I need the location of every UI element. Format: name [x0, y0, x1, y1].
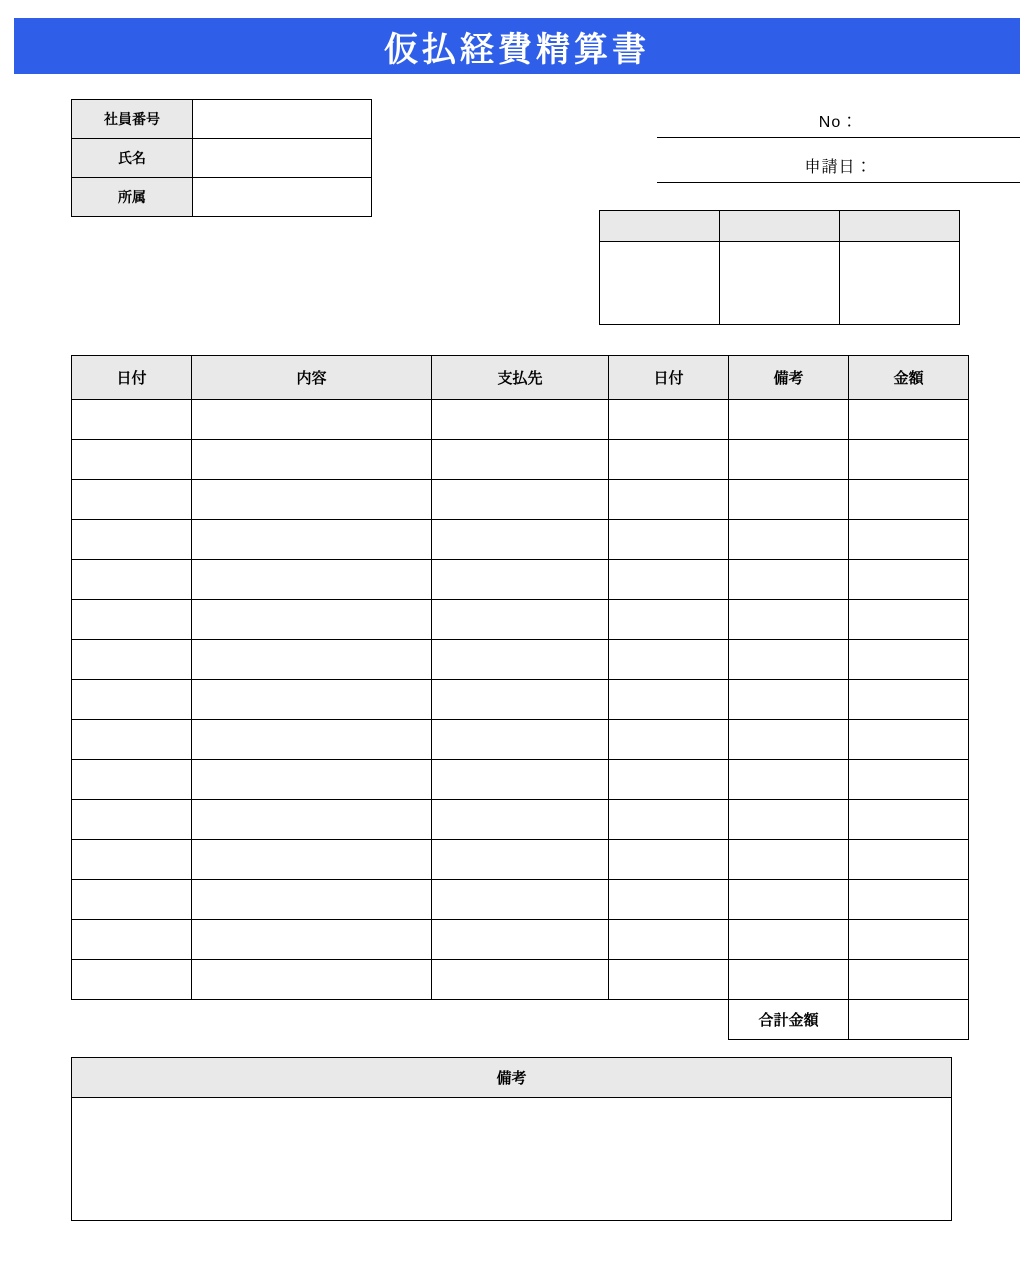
- cell-amount[interactable]: [849, 840, 969, 880]
- table-row: [72, 680, 969, 720]
- table-row: [72, 800, 969, 840]
- total-spacer-4: [609, 1000, 729, 1040]
- employee-number-label: 社員番号: [72, 100, 193, 139]
- table-row: [72, 139, 372, 178]
- document-meta-block: [657, 103, 1020, 183]
- cell-date2[interactable]: [609, 680, 729, 720]
- cell-detail[interactable]: [192, 720, 432, 760]
- table-row: [72, 600, 969, 640]
- cell-note[interactable]: [729, 800, 849, 840]
- application-date-field[interactable]: 申請日：: [657, 148, 1020, 183]
- cell-amount[interactable]: [849, 680, 969, 720]
- approval-stamp-cell-2[interactable]: [720, 242, 840, 325]
- column-header-note: 備考: [729, 356, 849, 400]
- employee-name-label: 氏名: [72, 139, 193, 178]
- document-number-field[interactable]: No：: [657, 103, 1020, 138]
- cell-date[interactable]: [72, 600, 192, 640]
- cell-date[interactable]: [72, 640, 192, 680]
- table-row: [72, 520, 969, 560]
- cell-note[interactable]: [729, 400, 849, 440]
- cell-note[interactable]: [729, 640, 849, 680]
- cell-detail[interactable]: [192, 760, 432, 800]
- remarks-table: [71, 1057, 952, 1221]
- cell-amount[interactable]: [849, 960, 969, 1000]
- cell-payee[interactable]: [432, 960, 609, 1000]
- expense-table-header: [72, 356, 969, 400]
- table-row: [72, 400, 969, 440]
- cell-payee[interactable]: [432, 600, 609, 640]
- cell-note[interactable]: [729, 880, 849, 920]
- cell-detail[interactable]: [192, 920, 432, 960]
- employee-number-field[interactable]: [193, 100, 372, 139]
- employee-department-label: 所属: [72, 178, 193, 217]
- cell-amount[interactable]: [849, 760, 969, 800]
- cell-note[interactable]: [729, 440, 849, 480]
- cell-payee[interactable]: [432, 760, 609, 800]
- cell-date2[interactable]: [609, 640, 729, 680]
- cell-payee[interactable]: [432, 800, 609, 840]
- cell-date2[interactable]: [609, 800, 729, 840]
- cell-payee[interactable]: [432, 520, 609, 560]
- column-header-date: 日付: [72, 356, 192, 400]
- table-row: [600, 242, 960, 325]
- cell-note[interactable]: [729, 760, 849, 800]
- cell-date2[interactable]: [609, 400, 729, 440]
- remarks-field[interactable]: [72, 1098, 952, 1221]
- cell-payee[interactable]: [432, 920, 609, 960]
- cell-note[interactable]: [729, 840, 849, 880]
- table-row: [72, 560, 969, 600]
- cell-payee[interactable]: [432, 680, 609, 720]
- cell-detail[interactable]: [192, 480, 432, 520]
- cell-date[interactable]: [72, 400, 192, 440]
- cell-date2[interactable]: [609, 440, 729, 480]
- table-row: [72, 840, 969, 880]
- cell-date2[interactable]: [609, 840, 729, 880]
- expense-table: [71, 355, 969, 1040]
- cell-date2[interactable]: [609, 520, 729, 560]
- table-row: [72, 920, 969, 960]
- total-spacer-1: [72, 1000, 192, 1040]
- table-row: [72, 880, 969, 920]
- employee-name-field[interactable]: [193, 139, 372, 178]
- cell-note[interactable]: [729, 920, 849, 960]
- cell-date[interactable]: [72, 520, 192, 560]
- column-header-detail: 内容: [192, 356, 432, 400]
- cell-date[interactable]: [72, 680, 192, 720]
- approval-stamp-cell-1[interactable]: [600, 242, 720, 325]
- total-amount-label: 合計金額: [729, 1000, 849, 1040]
- cell-detail[interactable]: [192, 600, 432, 640]
- column-header-amount: 金額: [849, 356, 969, 400]
- table-row: [72, 100, 372, 139]
- cell-payee[interactable]: [432, 640, 609, 680]
- cell-payee[interactable]: [432, 560, 609, 600]
- cell-date2[interactable]: [609, 600, 729, 640]
- approval-stamp-cell-3[interactable]: [840, 242, 960, 325]
- table-row: [72, 356, 969, 400]
- cell-date[interactable]: [72, 560, 192, 600]
- cell-detail[interactable]: [192, 840, 432, 880]
- cell-date[interactable]: [72, 880, 192, 920]
- employee-info-table: [71, 99, 372, 217]
- total-spacer-3: [432, 1000, 609, 1040]
- cell-date[interactable]: [72, 760, 192, 800]
- cell-date[interactable]: [72, 480, 192, 520]
- cell-amount[interactable]: [849, 800, 969, 840]
- total-spacer-2: [192, 1000, 432, 1040]
- remarks-header: 備考: [72, 1058, 952, 1098]
- table-row: [72, 960, 969, 1000]
- cell-note[interactable]: [729, 600, 849, 640]
- cell-note[interactable]: [729, 720, 849, 760]
- approval-header-cell-3: [840, 211, 960, 242]
- table-row: [72, 720, 969, 760]
- table-row: [72, 440, 969, 480]
- table-row: [72, 640, 969, 680]
- cell-detail[interactable]: [192, 880, 432, 920]
- cell-note[interactable]: [729, 520, 849, 560]
- employee-department-field[interactable]: [193, 178, 372, 217]
- expense-table-body: [72, 400, 969, 1040]
- cell-amount[interactable]: [849, 520, 969, 560]
- cell-date[interactable]: [72, 800, 192, 840]
- cell-amount[interactable]: [849, 440, 969, 480]
- table-row: [72, 760, 969, 800]
- cell-detail[interactable]: [192, 800, 432, 840]
- cell-detail[interactable]: [192, 640, 432, 680]
- cell-date2[interactable]: [609, 960, 729, 1000]
- cell-date[interactable]: [72, 960, 192, 1000]
- cell-date2[interactable]: [609, 720, 729, 760]
- cell-amount[interactable]: [849, 920, 969, 960]
- cell-date[interactable]: [72, 920, 192, 960]
- approval-header-cell-1: [600, 211, 720, 242]
- page-title: 仮払経費精算書: [384, 29, 650, 70]
- cell-detail[interactable]: [192, 440, 432, 480]
- cell-date2[interactable]: [609, 880, 729, 920]
- cell-note[interactable]: [729, 680, 849, 720]
- cell-date2[interactable]: [609, 480, 729, 520]
- cell-amount[interactable]: [849, 400, 969, 440]
- cell-note[interactable]: [729, 560, 849, 600]
- table-row: [72, 178, 372, 217]
- table-row: [72, 480, 969, 520]
- column-header-date2: 日付: [609, 356, 729, 400]
- cell-payee[interactable]: [432, 720, 609, 760]
- cell-detail[interactable]: [192, 960, 432, 1000]
- cell-detail[interactable]: [192, 680, 432, 720]
- cell-payee[interactable]: [432, 480, 609, 520]
- cell-date2[interactable]: [609, 560, 729, 600]
- cell-amount[interactable]: [849, 600, 969, 640]
- total-row: [72, 1000, 969, 1040]
- cell-amount[interactable]: [849, 560, 969, 600]
- cell-amount[interactable]: [849, 880, 969, 920]
- cell-date2[interactable]: [609, 760, 729, 800]
- cell-amount[interactable]: [849, 640, 969, 680]
- cell-detail[interactable]: [192, 560, 432, 600]
- cell-detail[interactable]: [192, 400, 432, 440]
- cell-amount[interactable]: [849, 720, 969, 760]
- total-amount-value[interactable]: [849, 1000, 969, 1040]
- column-header-payee: 支払先: [432, 356, 609, 400]
- cell-date[interactable]: [72, 440, 192, 480]
- cell-date[interactable]: [72, 720, 192, 760]
- cell-payee[interactable]: [432, 400, 609, 440]
- table-row: [600, 211, 960, 242]
- cell-date2[interactable]: [609, 920, 729, 960]
- cell-note[interactable]: [729, 960, 849, 1000]
- document-title-banner: [14, 18, 1020, 74]
- cell-amount[interactable]: [849, 480, 969, 520]
- cell-detail[interactable]: [192, 520, 432, 560]
- cell-payee[interactable]: [432, 440, 609, 480]
- table-row: [72, 1058, 952, 1098]
- cell-note[interactable]: [729, 480, 849, 520]
- cell-payee[interactable]: [432, 880, 609, 920]
- approval-header-cell-2: [720, 211, 840, 242]
- table-row: [72, 1098, 952, 1221]
- approval-stamp-table: [599, 210, 960, 325]
- cell-date[interactable]: [72, 840, 192, 880]
- cell-payee[interactable]: [432, 840, 609, 880]
